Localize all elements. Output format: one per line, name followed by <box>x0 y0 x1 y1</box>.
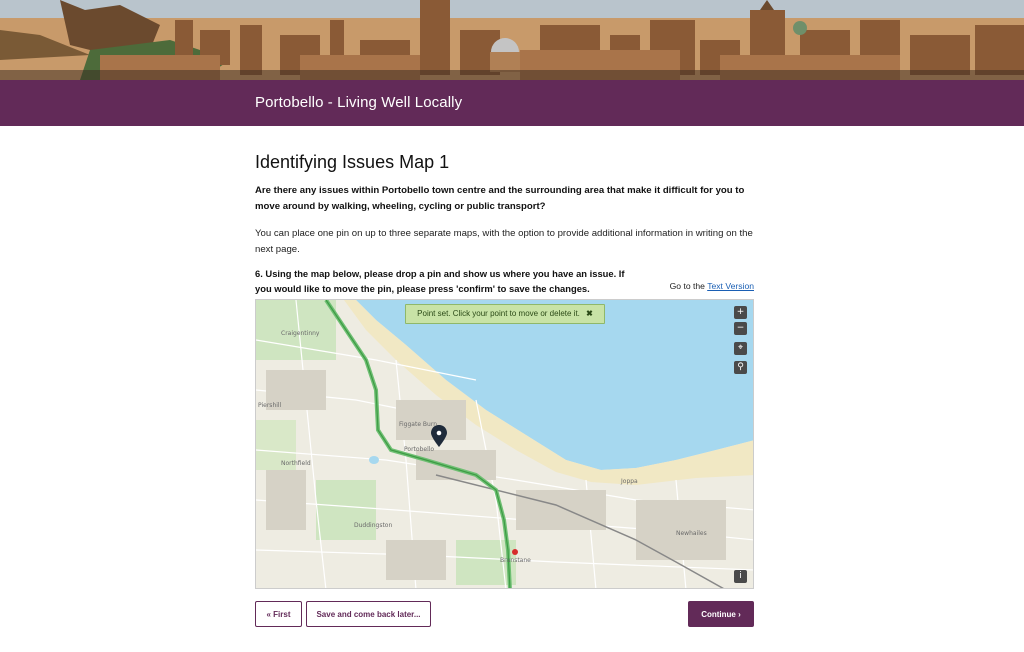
locate-icon[interactable]: ⌖ <box>734 342 747 355</box>
map-label-newhailes: Newhailes <box>676 530 707 537</box>
save-later-button[interactable]: Save and come back later... <box>306 601 431 627</box>
info-text: You can place one pin on up to three separate maps, with the option to provide additional information in writing on the next page. <box>255 228 753 255</box>
map-label-brunstane: Brunstane <box>500 557 531 564</box>
text-version-prompt <box>670 281 754 291</box>
close-icon[interactable]: ✖ <box>586 309 593 318</box>
header-banner-image <box>0 0 1024 80</box>
first-button[interactable]: « First <box>255 601 302 627</box>
map-label-craigentinny: Craigentinny <box>281 330 320 337</box>
map-question-text: 6. Using the map below, please drop a pin and show us where you have an issue. If you would like to move the pin, please press 'confirm' to save the changes. <box>255 268 625 294</box>
map-label-northfield: Northfield <box>281 460 311 467</box>
question-text: Are there any issues within Portobello town centre and the surrounding area that make it difficult for you to move around by walking, wheeling, cycling or public transport? <box>255 185 745 212</box>
text-version-link[interactable]: Text Version <box>707 281 754 291</box>
site-title-bar <box>0 80 1024 126</box>
map-label-duddingston: Duddingston <box>354 522 393 529</box>
continue-button[interactable]: Continue › <box>688 601 754 627</box>
zoom-out-button[interactable]: − <box>734 322 747 335</box>
zoom-in-button[interactable]: + <box>734 306 747 319</box>
search-icon[interactable]: ⚲ <box>734 361 747 374</box>
map-label-joppa: Joppa <box>621 478 638 485</box>
map-label-figgate-burn: Figgate Burn <box>399 421 438 428</box>
map-label-piershill: Piershill <box>258 402 282 409</box>
goto-prefix: Go to the <box>669 281 705 291</box>
map-canvas[interactable] <box>255 299 754 589</box>
info-icon[interactable]: i <box>734 570 747 583</box>
page-title: Identifying Issues Map 1 <box>255 152 450 172</box>
pin-set-toast <box>405 304 605 324</box>
toast-message: Point set. Click your point to move or delete it. <box>417 309 580 318</box>
map-label-portobello: Portobello <box>404 446 435 453</box>
site-title[interactable]: Portobello - Living Well Locally <box>255 94 463 111</box>
